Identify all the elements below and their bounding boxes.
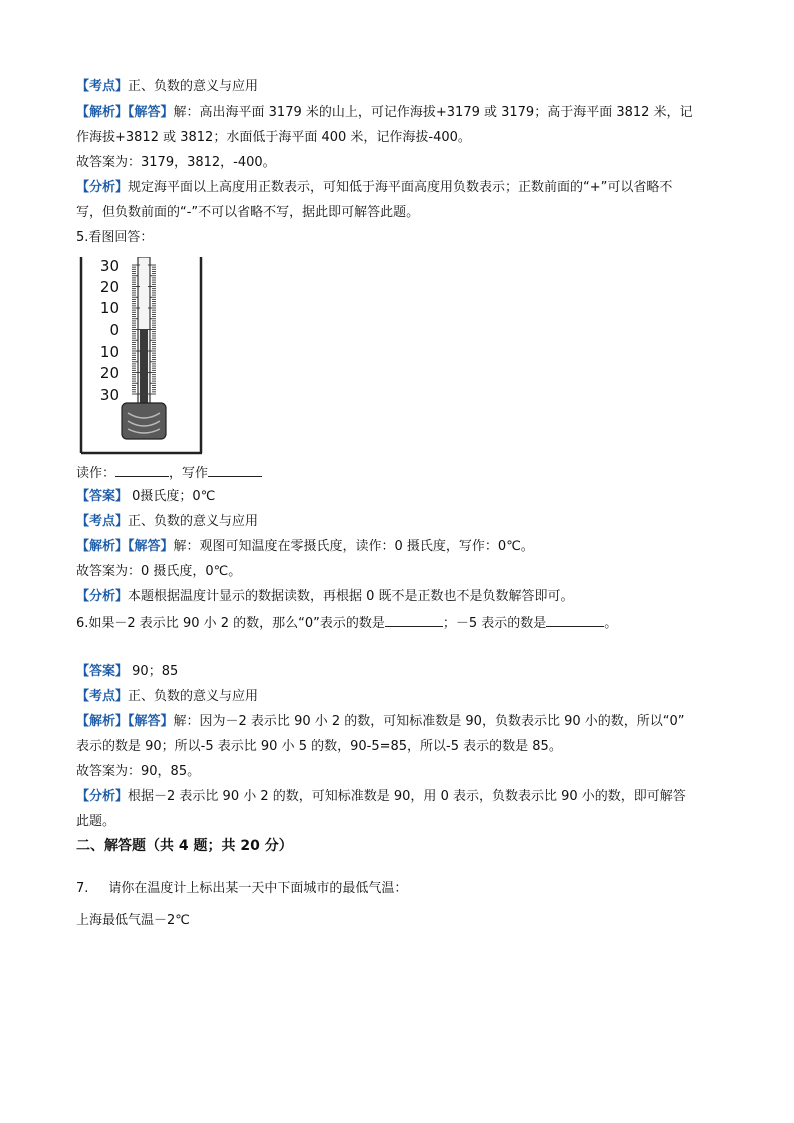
section-heading: 二、解答题（共 4 题；共 20 分）: [76, 838, 293, 854]
q6-blank-1[interactable]: [385, 613, 443, 627]
q5-read-write-line: [76, 463, 262, 483]
q6-jiexi-line-1: [76, 713, 685, 731]
kaodian-text: 正、负数的意义与应用: [128, 514, 259, 529]
jiexi-line-1: [76, 104, 693, 122]
q5-fenxi-line: [76, 588, 574, 606]
answer-line: 故答案为：3179，3812，-400。: [76, 155, 276, 170]
kaodian-tag: 【考点】: [76, 79, 129, 94]
jiexi-tag: 【解析】: [76, 539, 129, 554]
jieda-tag: 【解答】: [128, 539, 174, 554]
q6-jiexi-line-2: 表示的数是 90；所以-5 表示比 90 小 5 的数，90-5=85，所以-5 表示的数是 85。: [76, 739, 562, 754]
jiexi-text: 解：观图可知温度在零摄氏度，读作：0 摄氏度，写作：0℃。: [173, 539, 534, 554]
q7-city-line: 上海最低气温－2℃: [76, 913, 190, 928]
q6-question-part-c: 。: [604, 616, 618, 631]
answer-tag: 【答案】: [76, 489, 129, 504]
fenxi-text: 本题根据温度计显示的数据读数，再根据 0 既不是正数也不是负数解答即可。: [128, 589, 574, 604]
scale-label: 10: [99, 343, 119, 361]
read-answer-blank[interactable]: [115, 463, 169, 477]
q6-fenxi-line-1: [76, 788, 686, 806]
scale-label: 30: [99, 386, 119, 404]
write-prefix: ，写作: [169, 466, 209, 481]
kaodian-text: 正、负数的意义与应用: [128, 689, 259, 704]
q5-kaodian-line: [76, 513, 258, 531]
q6-fenxi-line-2: 此题。: [76, 814, 116, 829]
q6-question: [76, 613, 617, 633]
q6-question-part-b: ；－5 表示的数是: [442, 616, 547, 631]
kaodian-text: 正、负数的意义与应用: [128, 79, 259, 94]
scale-label: 10: [99, 299, 119, 317]
q7-number: 7.: [76, 881, 89, 896]
q6-kaodian-line: [76, 688, 258, 706]
jieda-tag: 【解答】: [128, 714, 174, 729]
kaodian-line: [76, 78, 258, 96]
answer-tag: 【答案】: [76, 664, 129, 679]
kaodian-tag: 【考点】: [76, 689, 129, 704]
write-answer-blank[interactable]: [208, 463, 262, 477]
fenxi-text-1: 规定海平面以上高度用正数表示，可知低于海平面高度用负数表示；正数前面的“+”可以省略不: [128, 180, 673, 195]
scale-label: 0: [109, 321, 119, 339]
q6-answer-summary: 故答案为：90，85。: [76, 764, 201, 779]
jieda-tag: 【解答】: [128, 105, 174, 120]
jiexi-tag: 【解析】: [76, 105, 129, 120]
fenxi-tag: 【分析】: [76, 789, 129, 804]
kaodian-tag: 【考点】: [76, 514, 129, 529]
jiexi-text-1: 解：高出海平面 3179 米的山上，可记作海拔+3179 或 3179；高于海平面 3812 米，记: [173, 105, 693, 120]
fenxi-tag: 【分析】: [76, 180, 129, 195]
fenxi-line-2: 写，但负数前面的“-”不可以省略不写，据此即可解答此题。: [76, 205, 420, 220]
fenxi-tag: 【分析】: [76, 589, 129, 604]
scale-label: 20: [99, 278, 119, 296]
scale-label: 30: [99, 257, 119, 275]
scale-label: 20: [99, 364, 119, 382]
jiexi-text-1: 解：因为－2 表示比 90 小 2 的数，可知标准数是 90，负数表示比 90 小的数，所以“0”: [173, 714, 685, 729]
q5-answer-summary: 故答案为：0 摄氏度，0℃。: [76, 564, 242, 579]
q5-title: 5.看图回答：: [76, 230, 154, 245]
q5-answer-line: [76, 488, 215, 506]
q7-question: [76, 880, 407, 898]
thermometer-figure: [78, 257, 204, 455]
q7-question-text: 请你在温度计上标出某一天中下面城市的最低气温：: [108, 881, 408, 896]
q6-question-part-a: 6.如果－2 表示比 90 小 2 的数，那么“0”表示的数是: [76, 616, 385, 631]
fenxi-text-1: 根据－2 表示比 90 小 2 的数，可知标准数是 90，用 0 表示，负数表示比 90 小的数，即可解答: [128, 789, 686, 804]
jiexi-line-2: 作海拔+3812 或 3812；水面低于海平面 400 米，记作海拔-400。: [76, 130, 471, 145]
q5-jiexi-line: [76, 538, 534, 556]
jiexi-tag: 【解析】: [76, 714, 129, 729]
q6-answer-line: [76, 663, 178, 681]
fenxi-line-1: [76, 179, 672, 197]
answer-text: 0摄氏度；0℃: [128, 489, 216, 504]
q6-blank-2[interactable]: [546, 613, 604, 627]
answer-text: 90；85: [128, 664, 179, 679]
read-prefix: 读作：: [76, 466, 116, 481]
